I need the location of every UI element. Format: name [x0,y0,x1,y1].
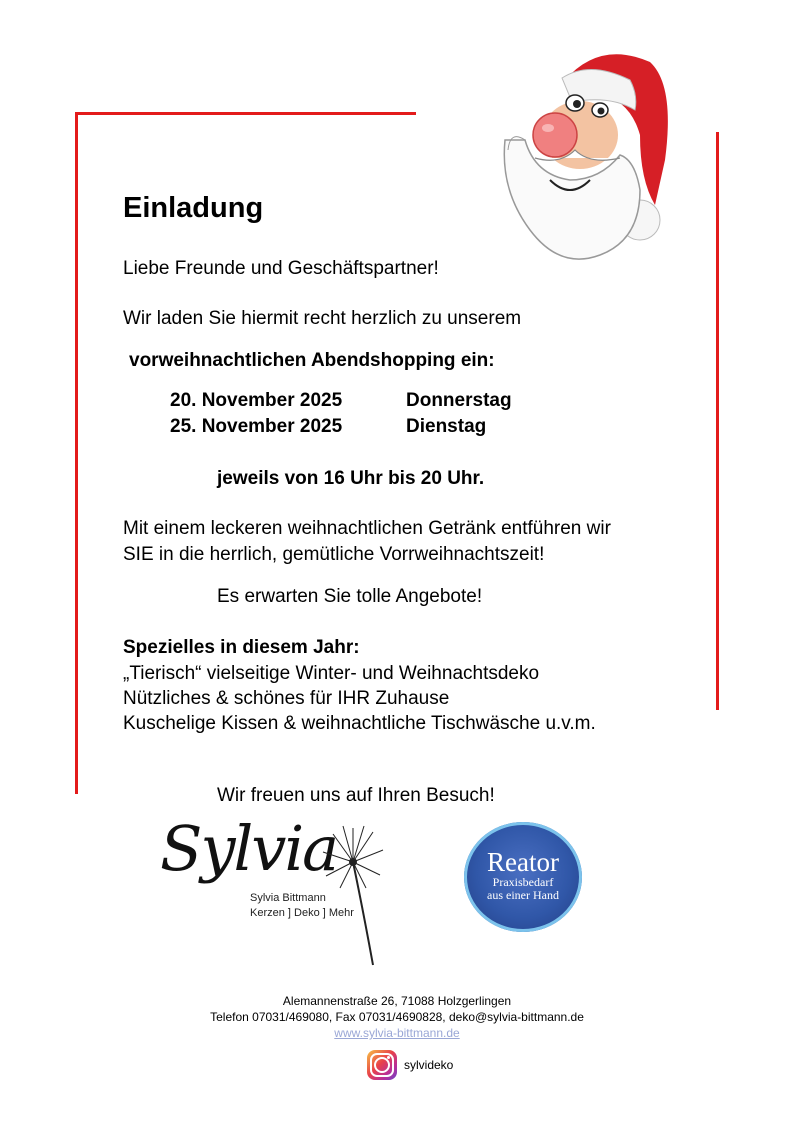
date-row-1 [170,388,512,414]
website-link[interactable]: www.sylvia-bittmann.de [334,1026,460,1040]
greeting: Liebe Freunde und Geschäftspartner! [123,258,439,279]
page-title: Einladung [123,192,264,224]
sylvia-signature: Sylvia [160,812,338,885]
special-item-2: Nützliches & schönes für IHR Zuhause [123,688,450,709]
drink-line-2: SIE in die herrlich, gemütliche Vorrweihnachtszeit! [123,544,545,565]
special-item-3: Kuschelige Kissen & weihnachtliche Tischwäsche u.v.m. [123,713,596,734]
frame-right-line [716,132,719,710]
special-heading: Spezielles in diesem Jahr: [123,637,360,658]
sylvia-tagline: Kerzen ] Deko ] Mehr [250,907,354,919]
hours: jeweils von 16 Uhr bis 20 Uhr. [217,468,485,489]
santa-illustration [490,40,680,275]
offers: Es erwarten Sie tolle Angebote! [217,586,483,607]
sylvia-name: Sylvia Bittmann [250,892,326,904]
day-1: Donnerstag [406,390,512,411]
drink-line-1: Mit einem leckeren weihnachtlichen Getränk entführen wir [123,518,611,539]
sylvia-logo [158,812,398,972]
date-row-2 [170,414,486,440]
reator-logo [464,822,582,932]
reator-name: Reator [487,847,559,877]
intro-line-2: vorweihnachtlichen Abendshopping ein: [129,350,495,371]
frame-left-line [75,112,78,794]
footer-website [0,1025,794,1041]
date-1: 20. November 2025 [170,390,343,411]
frame-top-line [76,112,416,115]
reator-line-2: aus einer Hand [487,888,559,902]
instagram-handle[interactable]: sylvideko [404,1058,454,1072]
instagram-icon[interactable] [367,1050,397,1080]
dandelion-icon [318,820,398,970]
footer-contact: Telefon 07031/469080, Fax 07031/4690828, deko@sylvia-bittmann.de [210,1010,584,1024]
date-2: 25. November 2025 [170,416,343,437]
closing: Wir freuen uns auf Ihren Besuch! [217,785,495,806]
day-2: Dienstag [406,416,487,437]
intro-line-1: Wir laden Sie hiermit recht herzlich zu unserem [123,308,522,329]
special-item-1: „Tierisch“ vielseitige Winter- und Weihnachtsdeko [123,663,540,684]
footer-address: Alemannenstraße 26, 71088 Holzgerlingen [282,994,512,1008]
reator-line-1: Praxisbedarf [492,875,554,889]
